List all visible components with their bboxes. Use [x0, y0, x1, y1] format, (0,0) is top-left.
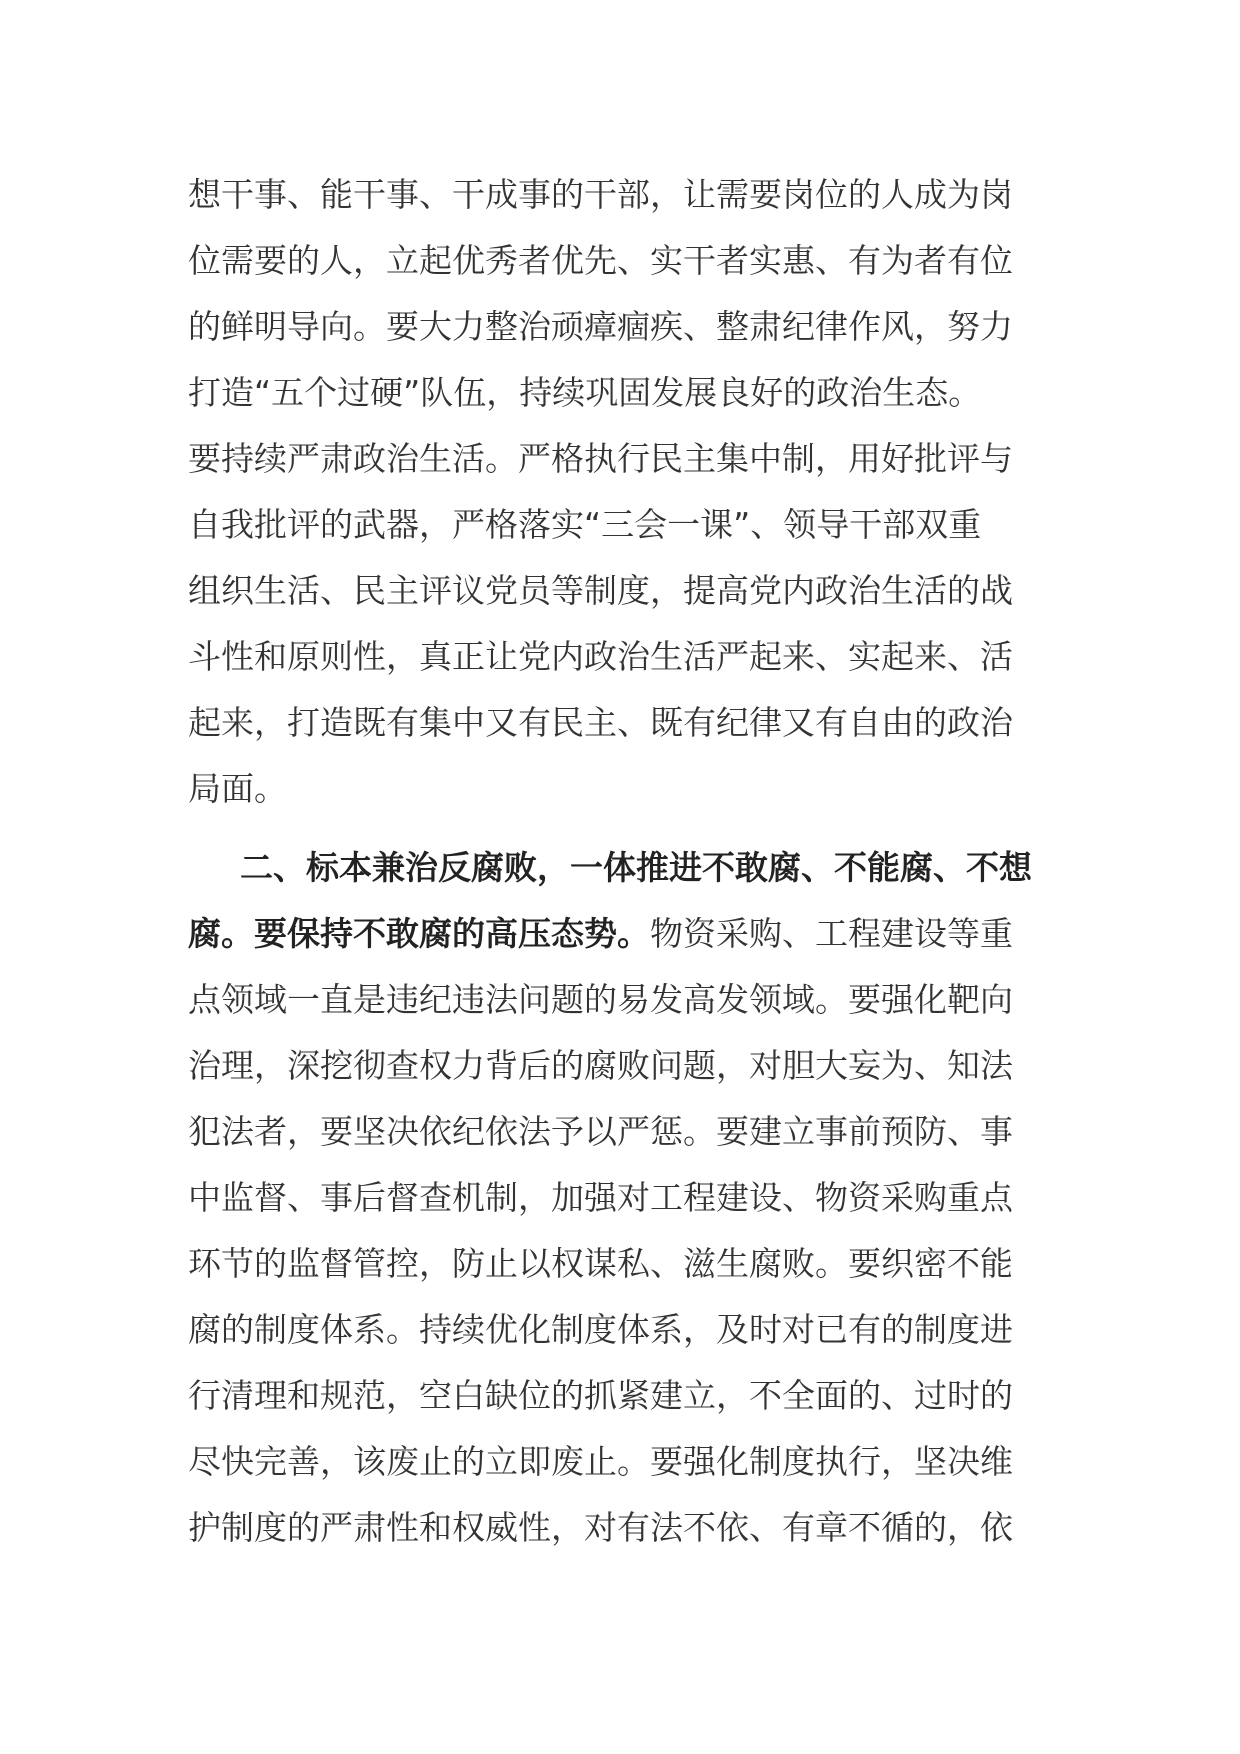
paragraph-line: 治理，深挖彻查权力背后的腐败问题，对胆大妄为、知法	[188, 1046, 1013, 1085]
paragraph-line: 尽快完善，该废止的立即废止。要强化制度执行，坚决维	[188, 1442, 1013, 1481]
paragraph-line: 护制度的严肃性和权威性，对有法不依、有章不循的，依	[188, 1508, 1013, 1547]
paragraph-line: 起来，打造既有集中又有民主、既有纪律又有自由的政治	[188, 703, 1013, 742]
paragraph-line: 的鲜明导向。要大力整治顽瘴痼疾、整肃纪律作风，努力	[188, 307, 1013, 346]
paragraph-line: 腐的制度体系。持续优化制度体系，及时对已有的制度进	[188, 1310, 1013, 1349]
paragraph-line: 局面。	[188, 769, 287, 808]
paragraph-line: 犯法者，要坚决依纪依法予以严惩。要建立事前预防、事	[188, 1112, 1013, 1151]
paragraph-line: 环节的监督管控，防止以权谋私、滋生腐败。要织密不能	[188, 1244, 1013, 1283]
paragraph-line	[188, 901, 1046, 967]
paragraph-line: 打造“五个过硬”队伍，持续巩固发展良好的政治生态。	[188, 373, 982, 412]
section-heading: 二、标本兼治反腐败，一体推进不敢腐、不能腐、不想	[240, 848, 1032, 887]
paragraph-line: 斗性和原则性，真正让党内政治生活严起来、实起来、活	[188, 637, 1013, 676]
paragraph-1	[188, 162, 1046, 822]
paragraph-line: 行清理和规范，空白缺位的抓紧建立，不全面的、过时的	[188, 1376, 1013, 1415]
paragraph-line-rest: 物资采购、工程建设等重	[650, 914, 1013, 953]
paragraph-line: 中监督、事后督查机制，加强对工程建设、物资采购重点	[188, 1178, 1013, 1217]
paragraph-line: 点领域一直是违纪违法问题的易发高发领域。要强化靶向	[188, 980, 1013, 1019]
paragraph-line: 位需要的人，立起优秀者优先、实干者实惠、有为者有位	[188, 241, 1013, 280]
paragraph-line: 想干事、能干事、干成事的干部，让需要岗位的人成为岗	[188, 175, 1013, 214]
paragraph-2	[188, 835, 1046, 1561]
paragraph-line: 要持续严肃政治生活。严格执行民主集中制，用好批评与	[188, 439, 1013, 478]
section-heading-continued: 腐。要保持不敢腐的高压态势。	[188, 914, 650, 953]
paragraph-line: 组织生活、民主评议党员等制度，提高党内政治生活的战	[188, 571, 1013, 610]
paragraph-line: 自我批评的武器，严格落实“三会一课”、领导干部双重	[188, 505, 982, 544]
